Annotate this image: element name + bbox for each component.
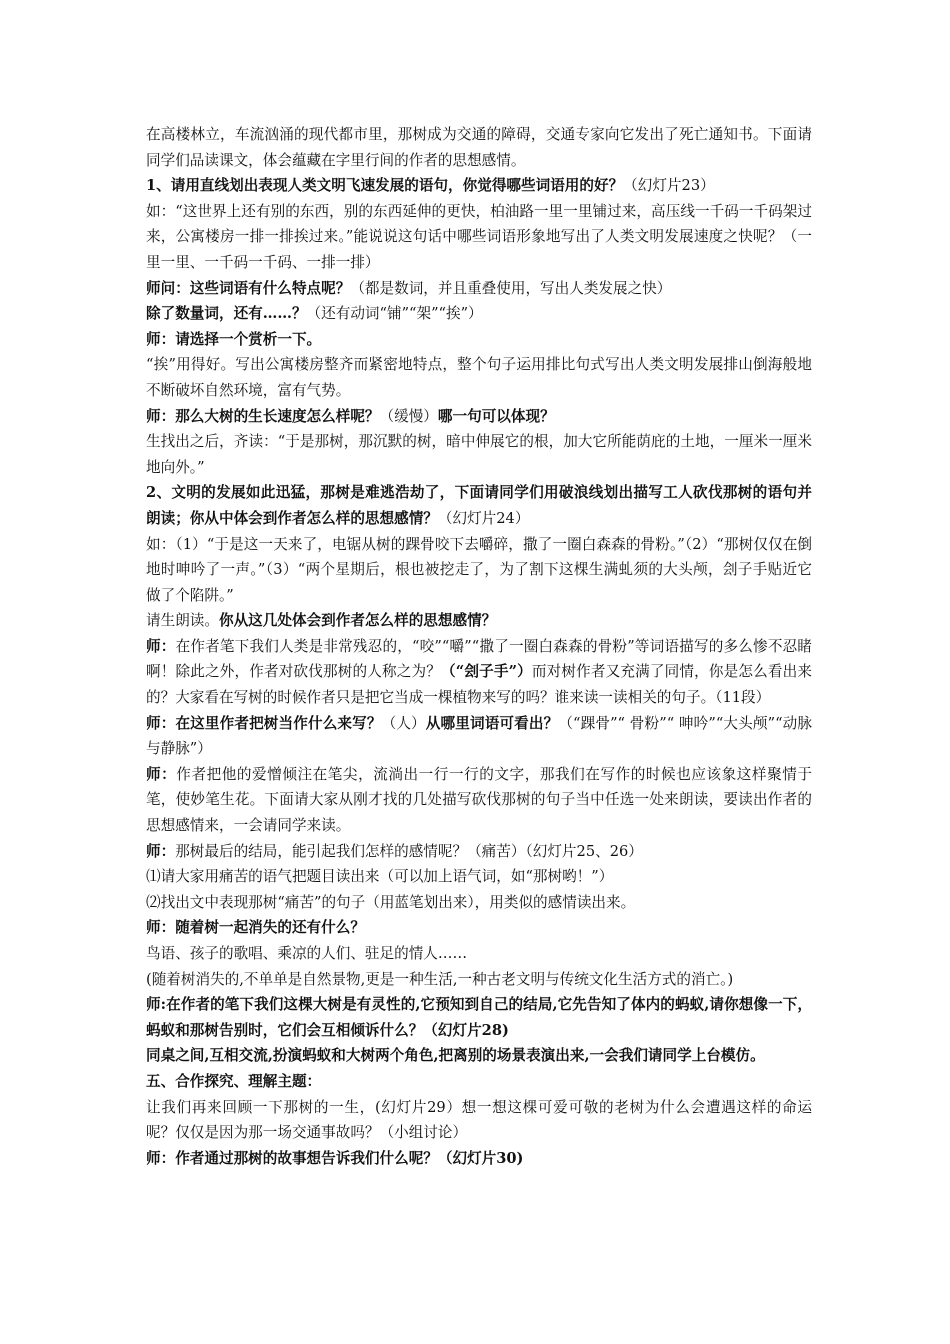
teacher-speed-text: 师：那么大树的生长速度怎么样呢？ <box>146 407 380 425</box>
teacher-love-text: 作者把他的爱憎倾注在笔尖，流淌出一行一行的文字，那我们在写作的时候也应该象这样聚情于笔，使妙笔生花。下面请大家从刚才找的几处描写砍伐那树的句子当中任选一处来朗读，要读出作者的思想感情来，一会请同学来读。 <box>146 765 812 835</box>
teacher-final-text: 师：作者通过那树的故事想告诉我们什么呢？（幻灯片30) <box>146 1149 524 1167</box>
teacher-cruel-continue: 而对树作者又充满了同情，你是怎么看出来的？大家看在写树的时候作者只是把它当成一棵植物来写的吗？谁来读一读相关的句子。（11段） <box>146 663 812 707</box>
student-read <box>146 429 812 480</box>
teacher-vanish <box>146 915 812 941</box>
student-read-2-text: 请生朗读。 <box>146 612 219 630</box>
teacher-choose-text: 师：请选择一个赏析一下。 <box>146 330 322 348</box>
note-vanish-text: (随着树消失的,不单单是自然景物,更是一种生活,一种古老文明与传统文化生活方式的消亡。) <box>146 970 734 988</box>
teacher-love <box>146 762 812 839</box>
teacher-label: 师： <box>146 637 176 655</box>
question-2-slide: （幻灯片24） <box>437 509 530 527</box>
teacher-tree-as <box>146 711 812 762</box>
teacher-ants-text: 师:在作者的笔下我们这棵大树是有灵性的,它预知到自己的结局,它先告知了体内的蚂蚁,请你想像一下，蚂蚁和那树告别时，它们会互相倾诉什么？（幻灯片28) <box>146 996 812 1039</box>
list-item-1 <box>146 864 812 890</box>
answer-vanish-text: 鸟语、孩子的歌唱、乘凉的人们、驻足的情人…… <box>146 945 468 962</box>
list-item-2 <box>146 890 812 916</box>
ai-analysis-paragraph <box>146 352 812 403</box>
review-paragraph-text: 让我们再来回顾一下那树的一生，(幻灯片29）想一想这棵可爱可敬的老树为什么会遭遇这样的命运呢？仅仅是因为那一场交通事故吗？（小组讨论） <box>146 1098 812 1142</box>
role-play <box>146 1043 812 1069</box>
question-2-example-text: 如：（1）“于是这一天来了，电锯从树的踝骨咬下去嚼碎，撒了一圈白森森的骨粉。”（2）“那树仅仅在倒地时呻吟了一声。”（3）“两个星期后，根也被挖走了，为了割下这棵生满虬须的大头颅，刽子手贴近它做了个陷阱。” <box>146 535 812 604</box>
question-2-text: 2、文明的发展如此迅猛，那树是难逃浩劫了，下面请同学们用破浪线划出描写工人砍伐那树的语句并朗读；你从中体会到作者怎么样的思想感情？ <box>146 484 812 527</box>
besides-quantifiers-answer: （还有动词“铺”“架”“挨”） <box>306 305 483 323</box>
ai-analysis-text: “挨”用得好。写出公寓楼房整齐而紧密地特点，整个句子运用排比句式写出人类文明发展排山倒海般地不断破坏自然环境，富有气势。 <box>146 356 812 399</box>
teacher-label: 师： <box>146 842 176 860</box>
teacher-speed-followup: 哪一句可以体现？ <box>437 407 555 425</box>
list-item-1-text: ⑴请大家用痛苦的语气把题目读出来（可以加上语气词，如“那树哟！”） <box>146 868 614 886</box>
question-1-example-text: 如：“这世界上还有别的东西，别的东西延伸的更快，柏油路一里一里铺过来，高压线一千码一千码架过来，公寓楼房一排一排挨过来。”能说说这句话中哪些词语形象地写出了人类文明发展速度之快呢？（一里一里、一千码一千码、一排一排） <box>146 202 812 271</box>
teacher-speed-answer: （缓慢） <box>379 407 438 425</box>
teacher-cruel-text: 在作者笔下我们人类是非常残忍的，“咬”“嚼”“撒了一圈白森森的骨粉”等词语描写的多么惨不忍睹啊！除此之外，作者对砍伐那树的人称之为？ <box>146 637 812 681</box>
question-1-slide: （幻灯片23） <box>623 177 715 195</box>
question-1-text: 1、请用直线划出表现人类文明飞速发展的语句，你觉得哪些词语用的好？ <box>146 177 624 195</box>
review-paragraph <box>146 1095 812 1146</box>
intro-text: 在高楼林立，车流汹涌的现代都市里，那树成为交通的障碍，交通专家向它发出了死亡通知书。下面请同学们品读课文，体会蕴藏在字里行间的作者的思想感情。 <box>146 126 812 169</box>
teacher-label: 师： <box>146 765 177 783</box>
list-item-2-text: ⑵找出文中表现那树“痛苦”的句子（用蓝笔划出来），用类似的感情读出来。 <box>146 893 636 911</box>
student-read-2-question: 你从这几处体会到作者怎么样的思想感情？ <box>218 612 497 630</box>
teacher-tree-as-answer: （人） <box>381 714 426 732</box>
teacher-ants <box>146 992 812 1043</box>
teacher-choose <box>146 327 812 353</box>
intro-paragraph <box>146 122 812 173</box>
teacher-tree-as-followup: 从哪里词语可看出？ <box>425 714 559 732</box>
teacher-speed <box>146 404 812 430</box>
role-play-text: 同桌之间,互相交流,扮演蚂蚁和大树两个角色,把离别的场景表演出来,一会我们请同学上台模仿。 <box>146 1047 765 1065</box>
student-read-text: 生找出之后，齐读：“于是那树，那沉默的树，暗中伸展它的根，加大它所能荫庇的土地，一厘米一厘米地向外。” <box>146 433 812 476</box>
section-5-heading <box>146 1069 812 1095</box>
teacher-ending <box>146 839 812 865</box>
question-1-example <box>146 199 812 276</box>
besides-quantifiers-text: 除了数量词，还有……？ <box>146 305 307 323</box>
document-body <box>146 122 812 1171</box>
teacher-cruel-answer: （“刽子手”） <box>441 663 532 681</box>
student-read-2 <box>146 608 812 634</box>
teacher-tree-as-words: （“踝骨”“ 骨粉”“ 呻吟”“大头颅”“动脉与静脉”） <box>146 714 812 758</box>
besides-quantifiers <box>146 301 812 327</box>
teacher-ask-features <box>146 276 812 302</box>
teacher-ask-features-answer: （都是数词，并且重叠使用，写出人类发展之快） <box>350 279 672 297</box>
teacher-final <box>146 1146 812 1172</box>
question-2-example <box>146 532 812 609</box>
teacher-cruel <box>146 634 812 711</box>
answer-vanish <box>146 941 812 967</box>
question-1 <box>146 173 812 199</box>
section-5-heading-text: 五、合作探究、理解主题： <box>146 1072 322 1090</box>
teacher-vanish-text: 师：随着树一起消失的还有什么？ <box>146 919 365 937</box>
note-vanish <box>146 967 812 993</box>
teacher-ending-text: 那树最后的结局，能引起我们怎样的感情呢？（痛苦）（幻灯片25、26） <box>175 842 643 860</box>
teacher-ask-features-text: 师问：这些词语有什么特点呢？ <box>146 279 351 297</box>
question-2 <box>146 480 812 531</box>
teacher-tree-as-text: 师：在这里作者把树当作什么来写？ <box>146 714 382 732</box>
